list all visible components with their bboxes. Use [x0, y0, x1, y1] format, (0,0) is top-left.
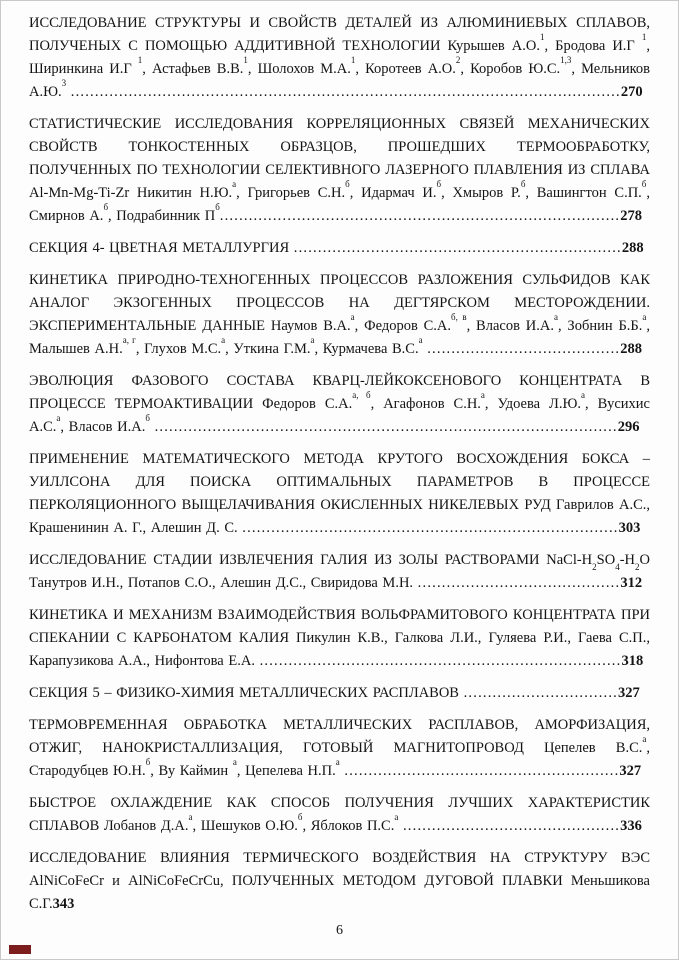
toc-entry-page: 336 [620, 818, 642, 834]
leader-dots: ................................ [463, 685, 619, 701]
toc-entry-text: ИССЛЕДОВАНИЕ ВЛИЯНИЯ ТЕРМИЧЕСКОГО ВОЗДЕЙСТВИЯ НА СТРУКТУРУ ВЭС AlNiCoFeCr и AlNiCoFeCrCu, ПОЛУЧЕННЫХ МЕТОДОМ ДУГОВОЙ ПЛАВКИ Меньшикова С.Г. [29, 850, 650, 912]
leader-dots: ........................................................................... [259, 653, 622, 669]
toc-entry [29, 448, 650, 540]
toc-entry-text: ЭВОЛЮЦИЯ ФАЗОВОГО СОСТАВА КВАРЦ-ЛЕЙКОКСЕНОВОГО КОНЦЕНТРАТА В ПРОЦЕССЕ ТЕРМОАКТИВАЦИИ Федоров С.А.$^{а, б}$, Агафонов С.Н.$^а$, Удоева Л.Ю.$^а$, Вусихис А.С.$^а$, Власов И.А.$^б$ [29, 373, 650, 435]
toc-entry-text: СЕКЦИЯ 5 – ФИЗИКО-ХИМИЯ МЕТАЛЛИЧЕСКИХ РАСПЛАВОВ [29, 685, 464, 701]
toc-entry-text: КИНЕТИКА И МЕХАНИЗМ ВЗАИМОДЕЙСТВИЯ ВОЛЬФРАМИТОВОГО КОНЦЕНТРАТА ПРИ СПЕКАНИИ С КАРБОНАТОМ КАЛИЯ Пикулин К.В., Галкова Л.И., Гуляева Р.И., Гаева С.П., Карапузикова А.А., Нифонтова Е.А. [29, 607, 650, 669]
leader-dots: .................................................................................................................. [70, 84, 621, 100]
toc-entry-text: ПРИМЕНЕНИЕ МАТЕМАТИЧЕСКОГО МЕТОДА КРУТОГО ВОСХОЖДЕНИЯ БОКСА – УИЛЛСОНА ДЛЯ ПОИСКА ОПТИМАЛЬНЫХ ПАРАМЕТРОВ В ПРОЦЕССЕ ПЕРКОЛЯЦИОННОГО ВЫЩЕЛАЧИВАНИЯ ОКИСЛЕННЫХ НИКЕЛЕВЫХ РУД Гаврилов А.С., Крашенинин А. Г., Алешин Д. С. [29, 451, 650, 536]
toc-entry-text: ИССЛЕДОВАНИЕ СТРУКТУРЫ И СВОЙСТВ ДЕТАЛЕЙ ИЗ АЛЮМИНИЕВЫХ СПЛАВОВ, ПОЛУЧЕНЫХ С ПОМОЩЬЮ АДДИТИВНОЙ ТЕХНОЛОГИИ Курышев А.О.$^1$, Бродова И.Г $^1$, Ширинкина И.Г $^1$, Астафьев В.В.$^1$, Шолохов М.А.$^1$, Коротеев А.О.$^2$, Коробов Ю.С.$^{1,3}$, Мельников А.Ю.$^3$ [29, 15, 650, 100]
toc-entry [29, 847, 650, 916]
leader-dots: .............................................................................. [242, 520, 619, 536]
toc-entry [29, 604, 650, 673]
toc-entries [1, 1, 678, 916]
toc-entry-text: СТАТИСТИЧЕСКИЕ ИССЛЕДОВАНИЯ КОРРЕЛЯЦИОННЫХ СВЯЗЕЙ МЕХАНИЧЕСКИХ СВОЙСТВ ТОНКОСТЕННЫХ ОБРАЗЦОВ, ПРОШЕДШИХ ТЕРМООБРАБОТКУ, ПОЛУЧЕННЫХ ПО ТЕХНОЛОГИИ СЕЛЕКТИВНОГО ЛАЗЕРНОГО ПЛАВЛЕНИЯ ИЗ СПЛАВА Al-Mn-Mg-Ti-Zr Никитин Н.Ю.$^а$, Григорьев С.Н.$^б$, Идармач И.$^б$, Хмыров Р.$^б$, Вашингтон С.П.$^б$, Смирнов А.$^б$, Подрабинник $П^б$ [29, 116, 650, 224]
leader-dots: ................................................................................................ [154, 419, 618, 435]
toc-entry-text: КИНЕТИКА ПРИРОДНО-ТЕХНОГЕННЫХ ПРОЦЕССОВ РАЗЛОЖЕНИЯ СУЛЬФИДОВ КАК АНАЛОГ ЭКЗОГЕННЫХ ПРОЦЕССОВ НА ДЕГТЯРСКОМ МЕСТОРОЖДЕНИИ. ЭКСПЕРИМЕНТАЛЬНЫЕ ДАННЫЕ Наумов В.А.$^а$, Федоров С.А.$^{б, в}$, Власов И.А.$^а$, Зобнин Б.Б.$^а$, Малышев А.Н.$^{а, г}$, Глухов М.С.$^а$, Уткина Г.М.$^а$, Курмачева В.С.$^а$ [29, 272, 650, 357]
toc-entry [29, 792, 650, 838]
leader-dots: ................................................................................... [219, 208, 621, 224]
toc-entry [29, 370, 650, 439]
toc-entry-page: 270 [620, 84, 643, 100]
page-footer [1, 923, 678, 939]
leader-dots: .......................................... [417, 575, 621, 591]
toc-entry [29, 237, 650, 260]
toc-entry-page: 296 [617, 419, 640, 435]
toc-entry-text: ИССЛЕДОВАНИЕ СТАДИИ ИЗВЛЕЧЕНИЯ ГАЛИЯ ИЗ ЗОЛЫ РАСТВОРАМИ NaCl-$H_2SO_4-H_2O$ Танутров И.Н., Потапов С.О., Алешин Д.С., Свиридова М.Н. [29, 552, 650, 591]
toc-entry-text: БЫСТРОЕ ОХЛАЖДЕНИЕ КАК СПОСОБ ПОЛУЧЕНИЯ ЛУЧШИХ ХАРАКТЕРИСТИК СПЛАВОВ Лобанов Д.А.$^а$, Шешуков О.Ю.$^б$, Яблоков П.С.$^а$ [29, 795, 650, 834]
leader-dots: ......................................................... [344, 763, 620, 779]
toc-entry-page: 303 [618, 520, 641, 536]
toc-entry [29, 269, 650, 361]
scan-artifact [9, 945, 31, 954]
toc-entry [29, 549, 650, 595]
toc-entry-page: 288 [620, 341, 642, 357]
toc-entry-page: 318 [621, 653, 644, 669]
toc-entry-page: 288 [621, 240, 644, 256]
toc-entry-text: ТЕРМОВРЕМЕННАЯ ОБРАБОТКА МЕТАЛЛИЧЕСКИХ РАСПЛАВОВ, АМОРФИЗАЦИЯ, ОТЖИГ, НАНОКРИСТАЛЛИЗАЦИЯ, ГОТОВЫЙ МАГНИТОПРОВОД Цепелев В.С.$^а$, Стародубцев Ю.Н.$^б$, Ву Каймин $^а$, Цепелева Н.П.$^а$ [29, 717, 650, 779]
toc-entry [29, 682, 650, 705]
leader-dots: .................................................................... [293, 240, 622, 256]
toc-entry-page: 327 [619, 763, 642, 779]
toc-entry-page: 278 [620, 208, 643, 224]
toc-entry [29, 113, 650, 228]
toc-entry-text: СЕКЦИЯ 4- ЦВЕТНАЯ МЕТАЛЛУРГИЯ [29, 240, 294, 256]
leader-dots: ............................................. [402, 818, 621, 834]
toc-entry-page: 312 [620, 575, 643, 591]
toc-entry-page: 327 [618, 685, 640, 701]
page-number: 6 [336, 923, 343, 938]
toc-entry [29, 12, 650, 104]
toc-entry [29, 714, 650, 783]
leader-dots: ........................................ [427, 341, 621, 357]
toc-entry-page: 343 [52, 896, 75, 912]
